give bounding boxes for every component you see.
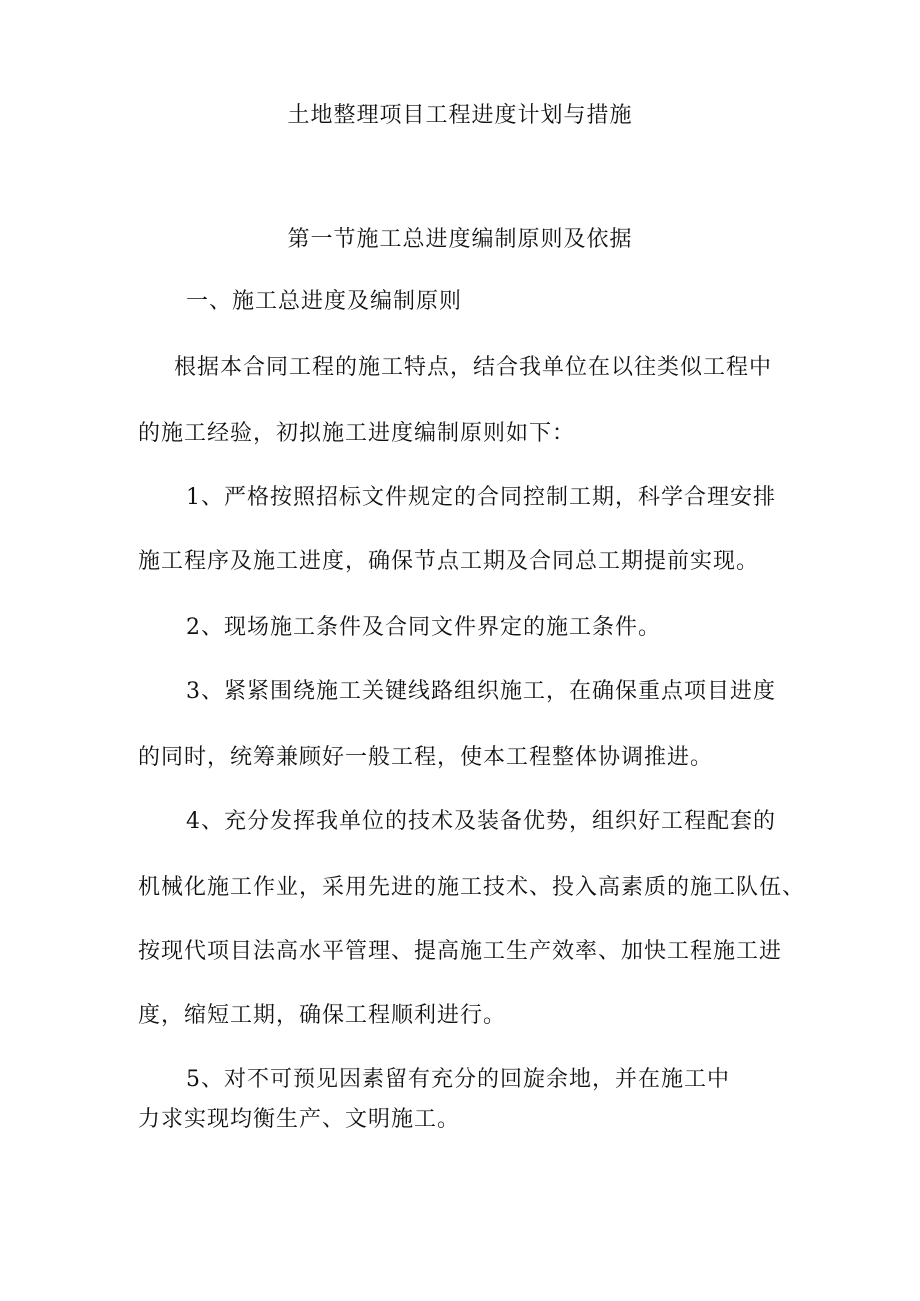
body-line-8: 4、充分发挥我单位的技术及装备优势，组织好工程配套的 xyxy=(186,809,776,834)
body-line-7: 的同时，统筹兼顾好一般工程，使本工程整体协调推进。 xyxy=(138,745,714,770)
document-title: 土地整理项目工程进度计划与措施 xyxy=(287,103,633,128)
body-line-12: 5、对不可预见因素留有充分的回旋余地，并在施工中 xyxy=(186,1067,730,1092)
body-line-9: 机械化施工作业，采用先进的施工技术、投入高素质的施工队伍、 xyxy=(138,875,806,900)
body-line-10: 按现代项目法高水平管理、提高施工生产效率、加快工程施工进 xyxy=(138,939,783,964)
body-line-1: 根据本合同工程的施工特点，结合我单位在以往类似工程中 xyxy=(174,355,773,380)
body-line-13: 力求实现均衡生产、文明施工。 xyxy=(138,1107,461,1132)
body-line-6: 3、紧紧围绕施工关键线路组织施工，在确保重点项目进度 xyxy=(186,679,776,704)
body-line-4: 施工程序及施工进度，确保节点工期及合同总工期提前实现。 xyxy=(138,549,760,574)
body-line-11: 度，缩短工期，确保工程顺利进行。 xyxy=(138,1003,507,1028)
section-heading: 第一节施工总进度编制原则及依据 xyxy=(287,227,633,252)
subheading: 一、施工总进度及编制原则 xyxy=(186,289,463,314)
body-line-5: 2、现场施工条件及合同文件界定的施工条件。 xyxy=(186,615,661,640)
body-line-2: 的施工经验，初拟施工进度编制原则如下： xyxy=(138,421,576,446)
body-line-3: 1、严格按照招标文件规定的合同控制工期，科学合理安排 xyxy=(186,485,776,510)
